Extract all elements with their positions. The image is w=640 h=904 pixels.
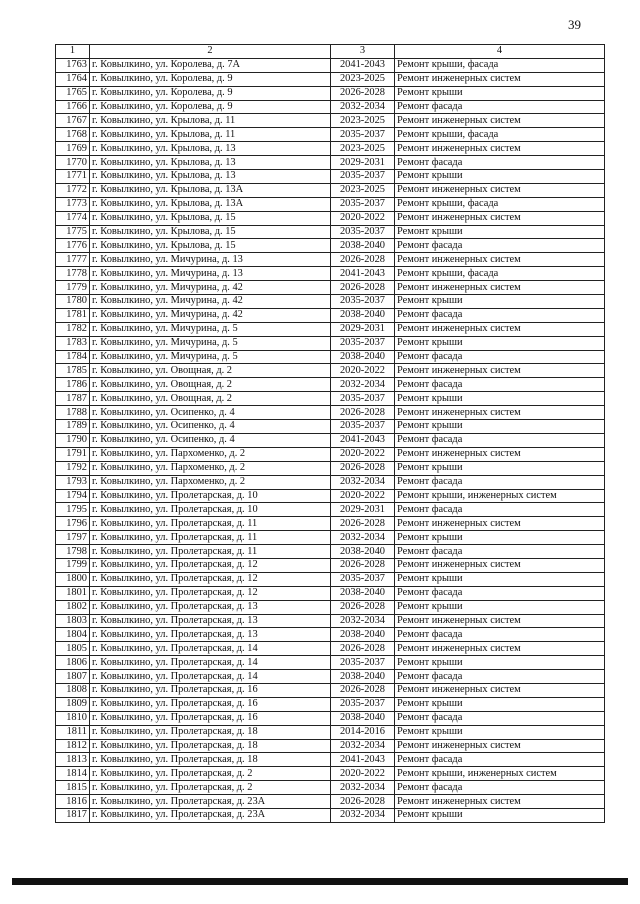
- cell-period: 2026-2028: [331, 281, 395, 295]
- cell-row-number: 1789: [56, 420, 90, 434]
- cell-address: г. Ковылкино, ул. Овощная, д. 2: [90, 392, 331, 406]
- cell-address: г. Ковылкино, ул. Пролетарская, д. 2: [90, 767, 331, 781]
- cell-period: 2029-2031: [331, 503, 395, 517]
- table-header: [56, 45, 605, 59]
- cell-period: 2020-2022: [331, 447, 395, 461]
- cell-period: 2032-2034: [331, 531, 395, 545]
- cell-address: г. Ковылкино, ул. Пролетарская, д. 18: [90, 739, 331, 753]
- cell-address: г. Ковылкино, ул. Крылова, д. 13: [90, 142, 331, 156]
- cell-address: г. Ковылкино, ул. Крылова, д. 13А: [90, 197, 331, 211]
- cell-address: г. Ковылкино, ул. Крылова, д. 13А: [90, 183, 331, 197]
- cell-row-number: 1781: [56, 308, 90, 322]
- cell-row-number: 1803: [56, 614, 90, 628]
- cell-address: г. Ковылкино, ул. Пролетарская, д. 14: [90, 670, 331, 684]
- cell-period: 2032-2034: [331, 614, 395, 628]
- cell-row-number: 1796: [56, 517, 90, 531]
- cell-address: г. Ковылкино, ул. Крылова, д. 11: [90, 114, 331, 128]
- cell-period: 2032-2034: [331, 808, 395, 822]
- cell-work-type: Ремонт инженерных систем: [395, 517, 605, 531]
- cell-address: г. Ковылкино, ул. Мичурина, д. 42: [90, 295, 331, 309]
- cell-row-number: 1770: [56, 156, 90, 170]
- cell-row-number: 1805: [56, 642, 90, 656]
- table-row: [56, 656, 605, 670]
- cell-period: 2026-2028: [331, 683, 395, 697]
- cell-row-number: 1771: [56, 170, 90, 184]
- cell-period: 2035-2037: [331, 656, 395, 670]
- cell-work-type: Ремонт фасада: [395, 100, 605, 114]
- cell-row-number: 1766: [56, 100, 90, 114]
- cell-work-type: Ремонт инженерных систем: [395, 739, 605, 753]
- cell-address: г. Ковылкино, ул. Пролетарская, д. 23А: [90, 795, 331, 809]
- cell-period: 2023-2025: [331, 142, 395, 156]
- cell-work-type: Ремонт инженерных систем: [395, 683, 605, 697]
- cell-period: 2041-2043: [331, 58, 395, 72]
- cell-row-number: 1811: [56, 725, 90, 739]
- cell-work-type: Ремонт фасада: [395, 239, 605, 253]
- cell-period: 2035-2037: [331, 392, 395, 406]
- cell-work-type: Ремонт инженерных систем: [395, 614, 605, 628]
- table-row: [56, 739, 605, 753]
- cell-work-type: Ремонт фасада: [395, 503, 605, 517]
- cell-row-number: 1808: [56, 683, 90, 697]
- cell-work-type: Ремонт фасада: [395, 670, 605, 684]
- cell-address: г. Ковылкино, ул. Пролетарская, д. 13: [90, 614, 331, 628]
- cell-row-number: 1778: [56, 267, 90, 281]
- header-col-address: 2: [90, 45, 331, 59]
- table-row: [56, 128, 605, 142]
- table-row: [56, 586, 605, 600]
- cell-row-number: 1776: [56, 239, 90, 253]
- cell-period: 2026-2028: [331, 253, 395, 267]
- cell-address: г. Ковылкино, ул. Пролетарская, д. 16: [90, 697, 331, 711]
- cell-row-number: 1812: [56, 739, 90, 753]
- cell-address: г. Ковылкино, ул. Мичурина, д. 42: [90, 308, 331, 322]
- cell-row-number: 1768: [56, 128, 90, 142]
- bottom-scan-bar: [12, 878, 628, 885]
- table-row: [56, 170, 605, 184]
- cell-address: г. Ковылкино, ул. Пролетарская, д. 18: [90, 753, 331, 767]
- cell-period: 2035-2037: [331, 295, 395, 309]
- cell-period: 2032-2034: [331, 475, 395, 489]
- cell-address: г. Ковылкино, ул. Мичурина, д. 42: [90, 281, 331, 295]
- table-row: [56, 725, 605, 739]
- cell-row-number: 1782: [56, 322, 90, 336]
- cell-work-type: Ремонт инженерных систем: [395, 183, 605, 197]
- table-row: [56, 447, 605, 461]
- cell-period: 2026-2028: [331, 406, 395, 420]
- cell-work-type: Ремонт крыши, фасада: [395, 128, 605, 142]
- table-row: [56, 156, 605, 170]
- cell-address: г. Ковылкино, ул. Крылова, д. 15: [90, 239, 331, 253]
- table-row: [56, 378, 605, 392]
- cell-work-type: Ремонт крыши: [395, 170, 605, 184]
- cell-period: 2023-2025: [331, 183, 395, 197]
- cell-row-number: 1780: [56, 295, 90, 309]
- cell-period: 2035-2037: [331, 336, 395, 350]
- cell-address: г. Ковылкино, ул. Пролетарская, д. 18: [90, 725, 331, 739]
- cell-work-type: Ремонт инженерных систем: [395, 211, 605, 225]
- cell-work-type: Ремонт крыши: [395, 392, 605, 406]
- cell-row-number: 1763: [56, 58, 90, 72]
- table-row: [56, 420, 605, 434]
- table-row: [56, 683, 605, 697]
- table-row: [56, 267, 605, 281]
- cell-row-number: 1764: [56, 72, 90, 86]
- cell-row-number: 1791: [56, 447, 90, 461]
- cell-row-number: 1784: [56, 350, 90, 364]
- cell-period: 2035-2037: [331, 572, 395, 586]
- cell-row-number: 1787: [56, 392, 90, 406]
- repair-schedule-table: [55, 44, 605, 823]
- cell-address: г. Ковылкино, ул. Пролетарская, д. 14: [90, 656, 331, 670]
- cell-row-number: 1773: [56, 197, 90, 211]
- cell-work-type: Ремонт крыши: [395, 336, 605, 350]
- cell-period: 2038-2040: [331, 239, 395, 253]
- cell-work-type: Ремонт инженерных систем: [395, 281, 605, 295]
- cell-row-number: 1792: [56, 461, 90, 475]
- cell-address: г. Ковылкино, ул. Пархоменко, д. 2: [90, 475, 331, 489]
- cell-work-type: Ремонт инженерных систем: [395, 642, 605, 656]
- cell-period: 2032-2034: [331, 739, 395, 753]
- cell-period: 2020-2022: [331, 364, 395, 378]
- table-row: [56, 558, 605, 572]
- table-row: [56, 364, 605, 378]
- cell-period: 2035-2037: [331, 420, 395, 434]
- table-row: [56, 642, 605, 656]
- cell-address: г. Ковылкино, ул. Пролетарская, д. 16: [90, 711, 331, 725]
- table-row: [56, 517, 605, 531]
- cell-address: г. Ковылкино, ул. Мичурина, д. 13: [90, 253, 331, 267]
- cell-period: 2014-2016: [331, 725, 395, 739]
- cell-address: г. Ковылкино, ул. Пролетарская, д. 12: [90, 586, 331, 600]
- cell-row-number: 1788: [56, 406, 90, 420]
- table-row: [56, 697, 605, 711]
- cell-period: 2038-2040: [331, 308, 395, 322]
- table-row: [56, 239, 605, 253]
- cell-address: г. Ковылкино, ул. Королева, д. 9: [90, 86, 331, 100]
- table-row: [56, 322, 605, 336]
- table-row: [56, 58, 605, 72]
- cell-work-type: Ремонт крыши, инженерных систем: [395, 767, 605, 781]
- cell-address: г. Ковылкино, ул. Пролетарская, д. 2: [90, 781, 331, 795]
- table-row: [56, 461, 605, 475]
- cell-work-type: Ремонт фасада: [395, 753, 605, 767]
- cell-row-number: 1798: [56, 545, 90, 559]
- table-row: [56, 781, 605, 795]
- cell-period: 2026-2028: [331, 558, 395, 572]
- table-row: [56, 475, 605, 489]
- table-row: [56, 142, 605, 156]
- cell-address: г. Ковылкино, ул. Пархоменко, д. 2: [90, 461, 331, 475]
- cell-period: 2038-2040: [331, 545, 395, 559]
- cell-period: 2029-2031: [331, 156, 395, 170]
- cell-period: 2032-2034: [331, 781, 395, 795]
- cell-address: г. Ковылкино, ул. Овощная, д. 2: [90, 378, 331, 392]
- cell-work-type: Ремонт фасада: [395, 628, 605, 642]
- table-row: [56, 308, 605, 322]
- cell-address: г. Ковылкино, ул. Мичурина, д. 13: [90, 267, 331, 281]
- cell-address: г. Ковылкино, ул. Пролетарская, д. 13: [90, 628, 331, 642]
- cell-row-number: 1809: [56, 697, 90, 711]
- cell-period: 2026-2028: [331, 461, 395, 475]
- cell-work-type: Ремонт инженерных систем: [395, 322, 605, 336]
- cell-period: 2035-2037: [331, 697, 395, 711]
- cell-period: 2026-2028: [331, 517, 395, 531]
- table-row: [56, 183, 605, 197]
- table-row: [56, 406, 605, 420]
- cell-period: 2041-2043: [331, 433, 395, 447]
- cell-row-number: 1774: [56, 211, 90, 225]
- cell-address: г. Ковылкино, ул. Крылова, д. 15: [90, 225, 331, 239]
- cell-address: г. Ковылкино, ул. Пролетарская, д. 13: [90, 600, 331, 614]
- cell-period: 2026-2028: [331, 86, 395, 100]
- cell-period: 2035-2037: [331, 170, 395, 184]
- cell-address: г. Ковылкино, ул. Пролетарская, д. 14: [90, 642, 331, 656]
- cell-row-number: 1816: [56, 795, 90, 809]
- cell-work-type: Ремонт крыши: [395, 461, 605, 475]
- cell-address: г. Ковылкино, ул. Пролетарская, д. 10: [90, 503, 331, 517]
- cell-work-type: Ремонт крыши, инженерных систем: [395, 489, 605, 503]
- cell-row-number: 1783: [56, 336, 90, 350]
- cell-row-number: 1790: [56, 433, 90, 447]
- cell-period: 2023-2025: [331, 72, 395, 86]
- cell-row-number: 1806: [56, 656, 90, 670]
- cell-address: г. Ковылкино, ул. Пролетарская, д. 10: [90, 489, 331, 503]
- cell-row-number: 1772: [56, 183, 90, 197]
- table-row: [56, 670, 605, 684]
- cell-row-number: 1802: [56, 600, 90, 614]
- cell-row-number: 1813: [56, 753, 90, 767]
- cell-period: 2026-2028: [331, 600, 395, 614]
- cell-work-type: Ремонт инженерных систем: [395, 253, 605, 267]
- cell-row-number: 1801: [56, 586, 90, 600]
- cell-address: г. Ковылкино, ул. Королева, д. 9: [90, 72, 331, 86]
- cell-row-number: 1807: [56, 670, 90, 684]
- cell-work-type: Ремонт крыши: [395, 420, 605, 434]
- table-row: [56, 281, 605, 295]
- cell-row-number: 1797: [56, 531, 90, 545]
- cell-address: г. Ковылкино, ул. Пролетарская, д. 12: [90, 572, 331, 586]
- cell-work-type: Ремонт инженерных систем: [395, 795, 605, 809]
- cell-work-type: Ремонт фасада: [395, 156, 605, 170]
- header-col-work-type: 4: [395, 45, 605, 59]
- cell-work-type: Ремонт фасада: [395, 433, 605, 447]
- cell-row-number: 1765: [56, 86, 90, 100]
- cell-period: 2041-2043: [331, 267, 395, 281]
- cell-work-type: Ремонт крыши: [395, 600, 605, 614]
- cell-address: г. Ковылкино, ул. Осипенко, д. 4: [90, 406, 331, 420]
- cell-address: г. Ковылкино, ул. Крылова, д. 11: [90, 128, 331, 142]
- cell-address: г. Ковылкино, ул. Крылова, д. 13: [90, 156, 331, 170]
- table-row: [56, 614, 605, 628]
- cell-address: г. Ковылкино, ул. Мичурина, д. 5: [90, 322, 331, 336]
- table-row: [56, 503, 605, 517]
- table-row: [56, 336, 605, 350]
- table-row: [56, 531, 605, 545]
- cell-row-number: 1775: [56, 225, 90, 239]
- cell-address: г. Ковылкино, ул. Пролетарская, д. 12: [90, 558, 331, 572]
- cell-work-type: Ремонт фасада: [395, 781, 605, 795]
- cell-work-type: Ремонт фасада: [395, 545, 605, 559]
- cell-address: г. Ковылкино, ул. Пролетарская, д. 11: [90, 531, 331, 545]
- cell-row-number: 1815: [56, 781, 90, 795]
- cell-address: г. Ковылкино, ул. Крылова, д. 15: [90, 211, 331, 225]
- cell-row-number: 1795: [56, 503, 90, 517]
- cell-address: г. Ковылкино, ул. Королева, д. 7А: [90, 58, 331, 72]
- cell-work-type: Ремонт крыши: [395, 808, 605, 822]
- header-col-period: 3: [331, 45, 395, 59]
- cell-period: 2035-2037: [331, 128, 395, 142]
- cell-work-type: Ремонт крыши: [395, 531, 605, 545]
- cell-work-type: Ремонт фасада: [395, 711, 605, 725]
- cell-address: г. Ковылкино, ул. Крылова, д. 13: [90, 170, 331, 184]
- cell-address: г. Ковылкино, ул. Пролетарская, д. 11: [90, 545, 331, 559]
- cell-address: г. Ковылкино, ул. Королева, д. 9: [90, 100, 331, 114]
- cell-row-number: 1769: [56, 142, 90, 156]
- cell-period: 2026-2028: [331, 642, 395, 656]
- table-row: [56, 628, 605, 642]
- cell-work-type: Ремонт инженерных систем: [395, 72, 605, 86]
- table-row: [56, 433, 605, 447]
- cell-period: 2026-2028: [331, 795, 395, 809]
- cell-row-number: 1793: [56, 475, 90, 489]
- cell-work-type: Ремонт крыши: [395, 656, 605, 670]
- header-col-number: 1: [56, 45, 90, 59]
- cell-period: 2032-2034: [331, 378, 395, 392]
- cell-row-number: 1786: [56, 378, 90, 392]
- table-row: [56, 545, 605, 559]
- cell-address: г. Ковылкино, ул. Овощная, д. 2: [90, 364, 331, 378]
- cell-work-type: Ремонт крыши: [395, 725, 605, 739]
- cell-period: 2035-2037: [331, 197, 395, 211]
- table-row: [56, 100, 605, 114]
- cell-work-type: Ремонт фасада: [395, 378, 605, 392]
- cell-work-type: Ремонт инженерных систем: [395, 114, 605, 128]
- cell-address: г. Ковылкино, ул. Мичурина, д. 5: [90, 336, 331, 350]
- cell-address: г. Ковылкино, ул. Мичурина, д. 5: [90, 350, 331, 364]
- cell-period: 2041-2043: [331, 753, 395, 767]
- cell-row-number: 1810: [56, 711, 90, 725]
- cell-row-number: 1777: [56, 253, 90, 267]
- cell-address: г. Ковылкино, ул. Осипенко, д. 4: [90, 433, 331, 447]
- cell-row-number: 1794: [56, 489, 90, 503]
- cell-period: 2029-2031: [331, 322, 395, 336]
- cell-address: г. Ковылкино, ул. Пролетарская, д. 16: [90, 683, 331, 697]
- cell-row-number: 1804: [56, 628, 90, 642]
- cell-period: 2035-2037: [331, 225, 395, 239]
- cell-period: 2020-2022: [331, 489, 395, 503]
- cell-work-type: Ремонт крыши: [395, 295, 605, 309]
- table-body: [56, 58, 605, 822]
- cell-address: г. Ковылкино, ул. Пархоменко, д. 2: [90, 447, 331, 461]
- cell-work-type: Ремонт фасада: [395, 308, 605, 322]
- cell-period: 2038-2040: [331, 670, 395, 684]
- cell-period: 2032-2034: [331, 100, 395, 114]
- cell-work-type: Ремонт крыши: [395, 697, 605, 711]
- table-row: [56, 795, 605, 809]
- page-number: 39: [568, 17, 581, 32]
- table-row: [56, 86, 605, 100]
- table-row: [56, 114, 605, 128]
- cell-work-type: Ремонт крыши: [395, 572, 605, 586]
- table-row: [56, 808, 605, 822]
- table-row: [56, 767, 605, 781]
- table-row: [56, 489, 605, 503]
- cell-period: 2020-2022: [331, 211, 395, 225]
- table-row: [56, 711, 605, 725]
- cell-row-number: 1767: [56, 114, 90, 128]
- cell-row-number: 1800: [56, 572, 90, 586]
- table-row: [56, 225, 605, 239]
- cell-period: 2038-2040: [331, 350, 395, 364]
- header-row: [56, 45, 605, 59]
- cell-row-number: 1779: [56, 281, 90, 295]
- cell-work-type: Ремонт фасада: [395, 475, 605, 489]
- cell-row-number: 1785: [56, 364, 90, 378]
- table-row: [56, 392, 605, 406]
- table-row: [56, 211, 605, 225]
- cell-work-type: Ремонт фасада: [395, 586, 605, 600]
- cell-work-type: Ремонт инженерных систем: [395, 142, 605, 156]
- cell-period: 2020-2022: [331, 767, 395, 781]
- table-row: [56, 753, 605, 767]
- cell-address: г. Ковылкино, ул. Пролетарская, д. 23А: [90, 808, 331, 822]
- cell-work-type: Ремонт крыши, фасада: [395, 267, 605, 281]
- table-row: [56, 350, 605, 364]
- cell-row-number: 1817: [56, 808, 90, 822]
- table-row: [56, 253, 605, 267]
- cell-address: г. Ковылкино, ул. Пролетарская, д. 11: [90, 517, 331, 531]
- table-row: [56, 72, 605, 86]
- cell-work-type: Ремонт крыши: [395, 225, 605, 239]
- cell-period: 2038-2040: [331, 586, 395, 600]
- cell-work-type: Ремонт инженерных систем: [395, 406, 605, 420]
- table-row: [56, 572, 605, 586]
- cell-work-type: Ремонт инженерных систем: [395, 447, 605, 461]
- cell-address: г. Ковылкино, ул. Осипенко, д. 4: [90, 420, 331, 434]
- cell-row-number: 1799: [56, 558, 90, 572]
- cell-period: 2038-2040: [331, 711, 395, 725]
- cell-work-type: Ремонт крыши, фасада: [395, 58, 605, 72]
- cell-row-number: 1814: [56, 767, 90, 781]
- cell-work-type: Ремонт инженерных систем: [395, 558, 605, 572]
- cell-work-type: Ремонт крыши, фасада: [395, 197, 605, 211]
- cell-period: 2023-2025: [331, 114, 395, 128]
- table-row: [56, 600, 605, 614]
- table-row: [56, 295, 605, 309]
- cell-work-type: Ремонт крыши: [395, 86, 605, 100]
- cell-work-type: Ремонт фасада: [395, 350, 605, 364]
- cell-period: 2038-2040: [331, 628, 395, 642]
- table-row: [56, 197, 605, 211]
- cell-work-type: Ремонт инженерных систем: [395, 364, 605, 378]
